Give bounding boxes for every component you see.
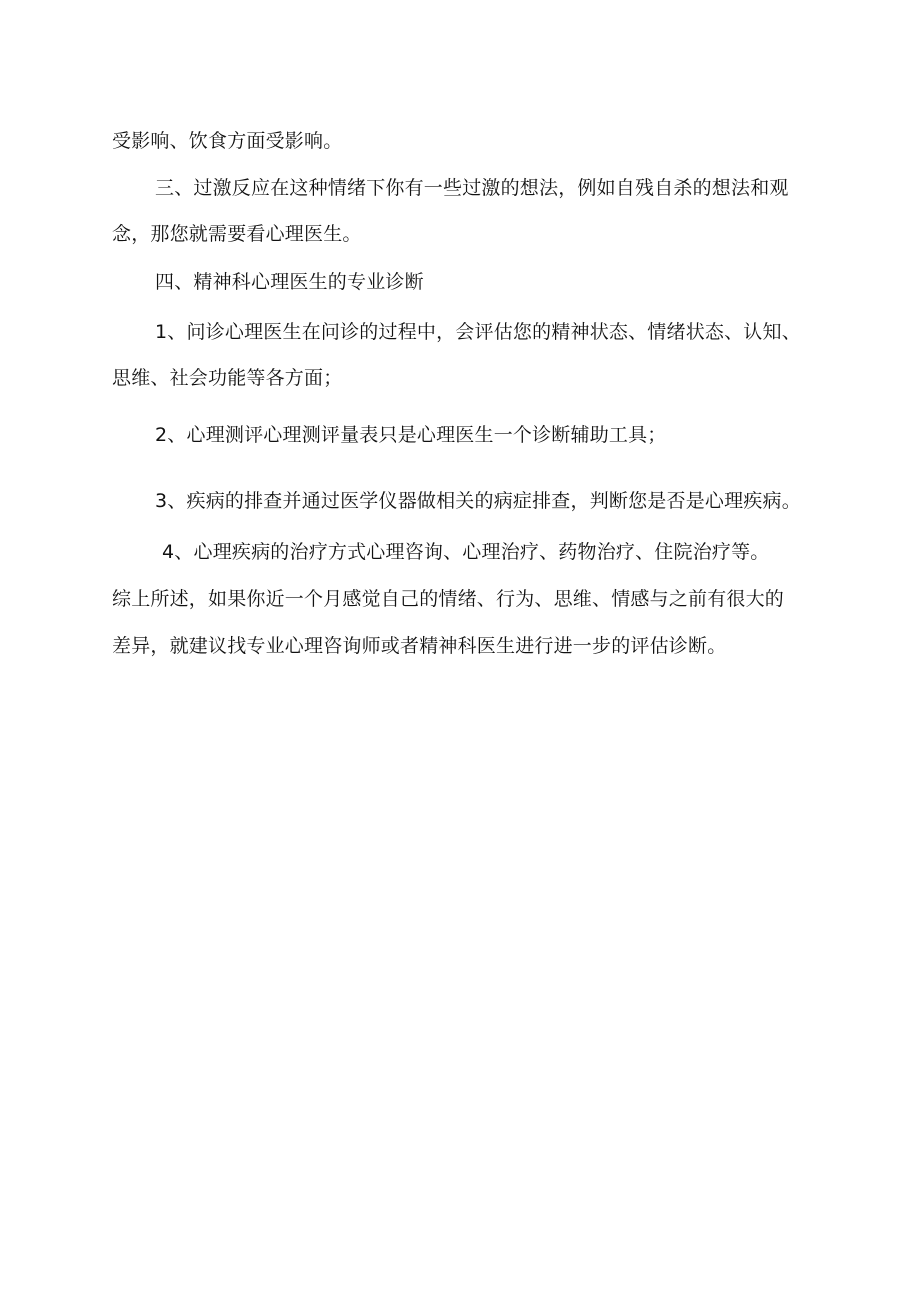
list-item: 4、心理疾病的治疗方式心理咨询、心理治疗、药物治疗、住院治疗等。 xyxy=(162,541,770,563)
list-item: 1、问诊心理医生在问诊的过程中，会评估您的精神状态、情绪状态、认知、 xyxy=(155,321,801,343)
list-item: 2、心理测评心理测评量表只是心理医生一个诊断辅助工具； xyxy=(155,424,667,446)
paragraph-line: 念，那您就需要看心理医生。 xyxy=(112,223,362,245)
paragraph-line: 三、过激反应在这种情绪下你有一些过激的想法，例如自残自杀的想法和观 xyxy=(155,177,789,199)
list-item: 3、疾病的排查并通过医学仪器做相关的病症排查，判断您是否是心理疾病。 xyxy=(155,490,801,512)
paragraph-line: 思维、社会功能等各方面； xyxy=(112,367,343,389)
paragraph-line: 综上所述，如果你近一个月感觉自己的情绪、行为、思维、情感与之前有很大的 xyxy=(112,588,785,610)
section-heading: 四、精神科心理医生的专业诊断 xyxy=(155,271,424,293)
paragraph-line: 差异，就建议找专业心理咨询师或者精神科医生进行进一步的评估诊断。 xyxy=(112,635,727,657)
paragraph-line: 受影响、饮食方面受影响。 xyxy=(112,130,343,152)
